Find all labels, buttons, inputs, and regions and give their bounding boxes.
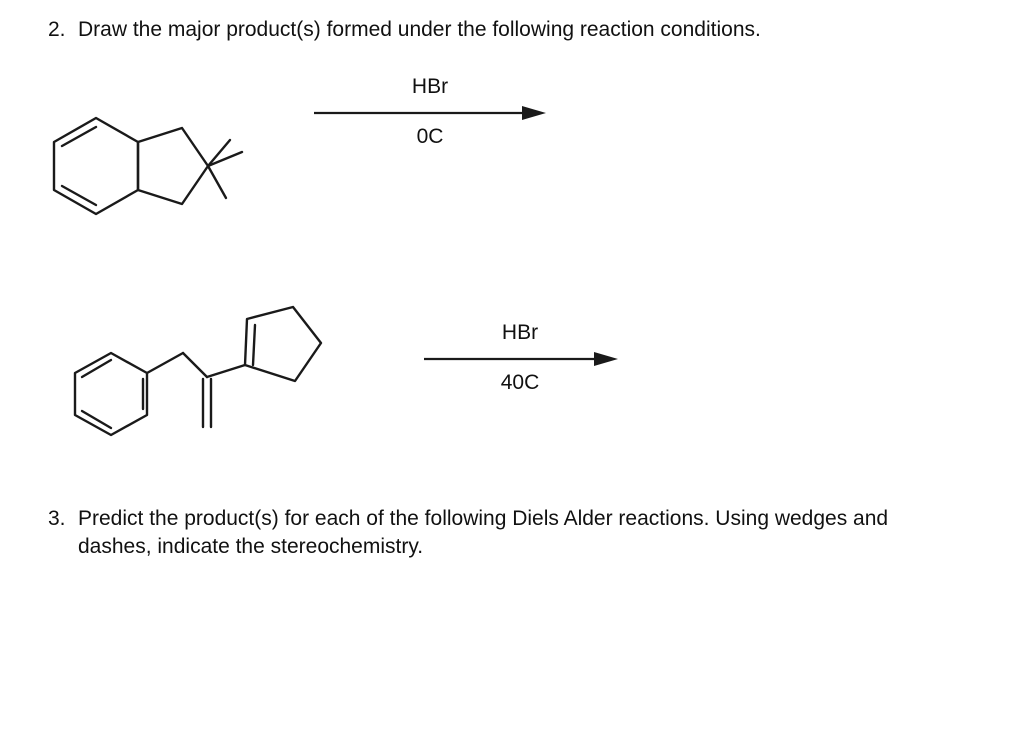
question-2-number: 2.: [48, 18, 66, 41]
question-3-text: Predict the product(s) for each of the following Diels Alder reactions. Using wedges and dashes, indicate the stereochemistry.: [78, 507, 889, 558]
reaction-scheme-2: [55, 295, 615, 470]
question-2: [44, 16, 984, 44]
question-3: [44, 505, 944, 561]
arrow-icon: [310, 104, 550, 122]
reagent-above-2: HBr: [501, 321, 539, 344]
structure-bicyclic-gem-dimethyl: [30, 80, 290, 230]
question-3-number: 3.: [48, 507, 66, 530]
reagent-above-1: HBr: [411, 75, 449, 98]
reaction-arrow-1: [305, 74, 555, 150]
question-2-text: Draw the major product(s) formed under the following reaction conditions.: [78, 18, 761, 41]
reaction-arrow-2: [410, 320, 630, 396]
arrow-icon: [420, 350, 620, 368]
reagent-below-2: 40C: [500, 371, 540, 394]
reaction-scheme-1: [30, 75, 590, 230]
reagent-below-1: 0C: [416, 125, 444, 148]
structure-benzyl-cyclopentenyl: [55, 295, 385, 470]
